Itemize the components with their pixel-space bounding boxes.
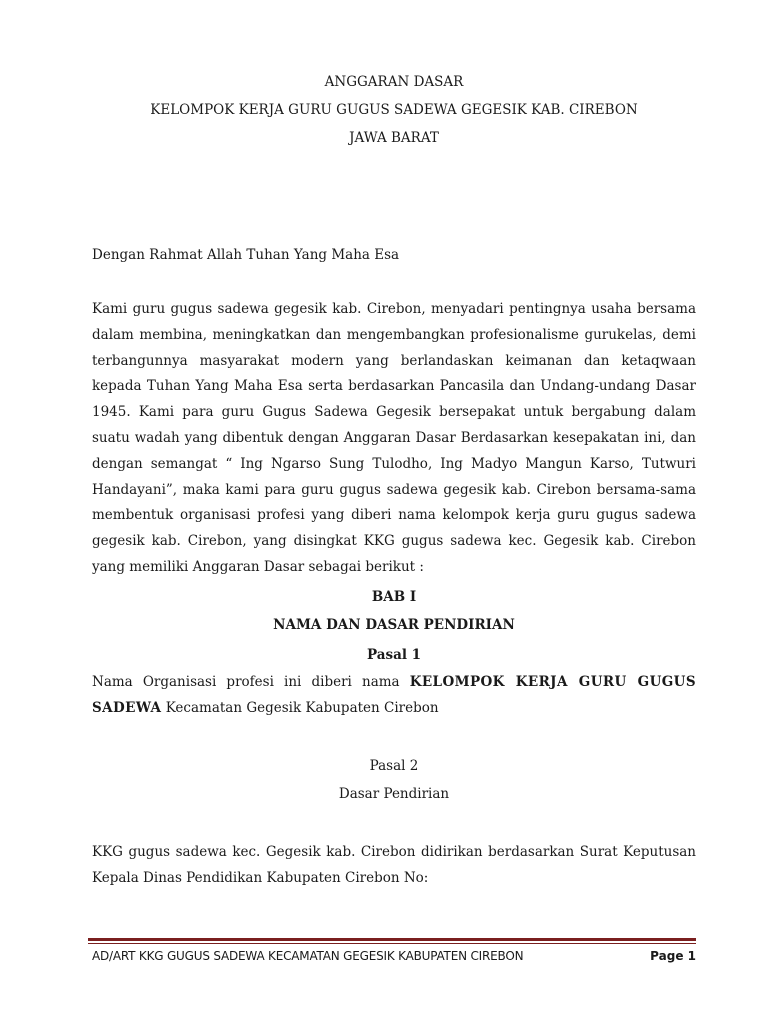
title-line-2: KELOMPOK KERJA GURU GUGUS SADEWA GEGESIK KAB. CIREBON bbox=[150, 102, 638, 118]
page-number: Page 1 bbox=[650, 949, 696, 963]
pasal-1-text-before: Nama Organisasi profesi ini diberi nama bbox=[92, 674, 410, 690]
footer-document-title: AD/ART KKG GUGUS SADEWA KECAMATAN GEGESIK KABUPATEN CIREBON bbox=[92, 949, 524, 963]
title-line-3: JAWA BARAT bbox=[349, 130, 439, 146]
pasal-2-paragraph bbox=[92, 840, 696, 892]
pasal-2-text: KKG gugus sadewa kec. Gegesik kab. Cirebon didirikan berdasarkan Surat Keputusan Kepala Dinas Pendidikan Kabupaten Cirebon No: bbox=[92, 844, 696, 886]
footer-rule-thin bbox=[88, 943, 696, 944]
pasal-2-heading: Pasal 2 bbox=[369, 758, 419, 774]
pasal-1-heading: Pasal 1 bbox=[366, 647, 422, 663]
pasal-2-subheading: Dasar Pendirian bbox=[338, 786, 450, 802]
preamble-paragraph bbox=[92, 297, 696, 581]
footer-rule-thick bbox=[88, 938, 696, 941]
organization-name: KELOMPOK KERJA GURU GUGUS SADEWA bbox=[92, 674, 696, 716]
preamble-text: Kami guru gugus sadewa gegesik kab. Cirebon, menyadari pentingnya usaha bersama dalam membina, meningkatkan dan mengembangkan profesionalisme gurukelas, demi terbangunnya masyarakat modern yang berlandaskan keimanan dan ketaqwaan kepada Tuhan Yang Maha Esa serta berdasarkan Pancasila dan Undang-undang Dasar 1945. Kami para guru Gugus Sadewa Gegesik bersepakat untuk bergabung dalam suatu wadah yang dibentuk dengan Anggaran Dasar Berdasarkan kesepakatan ini, dan dengan semangat “ Ing Ngarso Sung Tulodho, Ing Madyo Mangun Karso, Tutwuri Handayani”, maka kami para guru gugus sadewa gegesik kab. Cirebon bersama-sama membentuk organisasi profesi yang diberi nama kelompok kerja guru gugus sadewa gegesik kab. Cirebon, yang disingkat KKG gugus sadewa kec. Gegesik kab. Cirebon yang memiliki Anggaran Dasar sebagai berikut : bbox=[92, 301, 696, 575]
chapter-number: BAB I bbox=[371, 589, 417, 605]
pasal-1-paragraph bbox=[92, 670, 696, 722]
chapter-title: NAMA DAN DASAR PENDIRIAN bbox=[273, 617, 515, 633]
title-line-1: ANGGARAN DASAR bbox=[324, 74, 464, 90]
pasal-1-text-after: Kecamatan Gegesik Kabupaten Cirebon bbox=[161, 699, 439, 716]
pasal-1-text bbox=[92, 670, 696, 722]
opening-line: Dengan Rahmat Allah Tuhan Yang Maha Esa bbox=[92, 247, 400, 263]
